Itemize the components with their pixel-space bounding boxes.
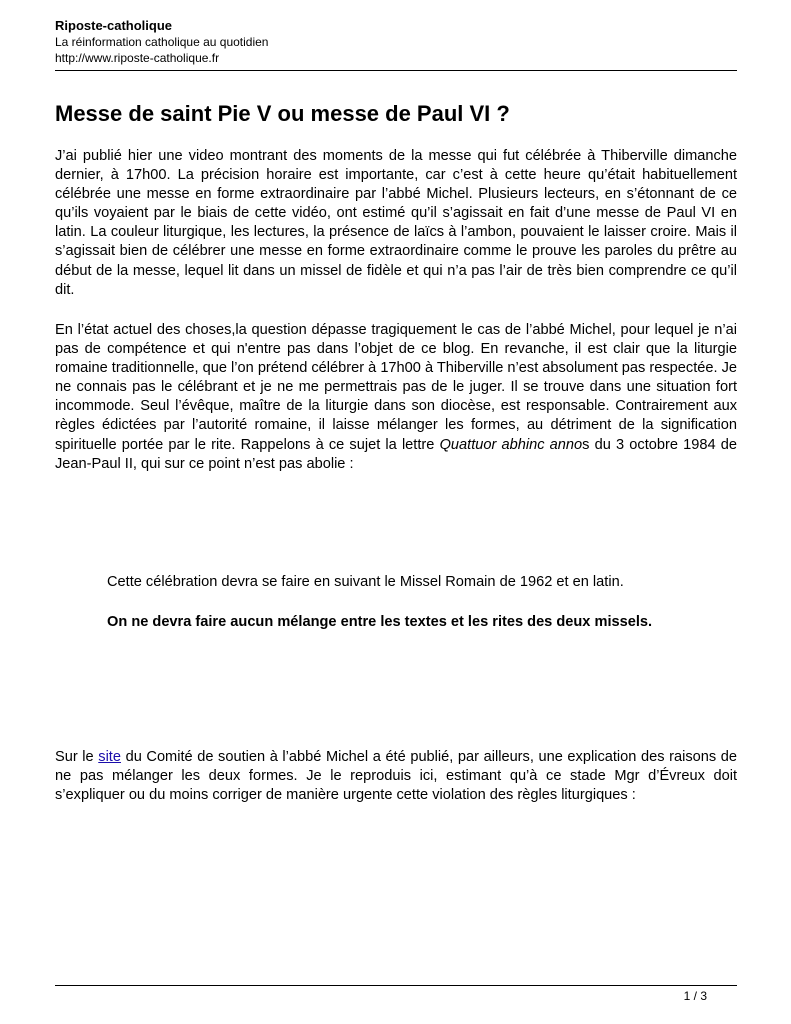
article-paragraph-2	[55, 321, 737, 474]
paragraph-2-text: En l’état actuel des choses,la question dépasse tragiquement le cas de l’abbé Michel, pour lequel je n’ai pas de compétence et qui n'entre pas dans l’objet de ce blog. En revanche, il est clair que la liturgie romaine traditionnelle, que l’on prétend célébrer à 17h00 à Thiberville n’est absolument pas respectée. Je ne connais pas le célébrant et je ne me permettrais pas de le juger. Il se trouve dans une situation fort incommode. Seul l’évêque, maître de la liturgie dans son diocèse, est responsable. Contrairement aux règles édictées par l’autorité romaine, il laisse mélanger les formes, au détriment de la signification spirituelle portée par le rite. Rappelons à ce sujet la lettre	[55, 322, 738, 453]
page-number: 1 / 3	[683, 989, 707, 1003]
site-link[interactable]: site	[98, 749, 121, 765]
page-header	[55, 17, 737, 66]
paragraph-3-end: du Comité de soutien à l’abbé Michel a été publié, par ailleurs, une explication des raisons de ne pas mélanger les deux formes. Je le reproduis ici, estimant qu’à ce stade Mgr d’Évreux doit s’expliquer ou du moins corriger de manière urgente cette violation des règles liturgiques :	[55, 749, 737, 804]
site-name: Riposte-catholique	[55, 18, 173, 33]
paragraph-2-end: s du 3 octobre 1984 de Jean-Paul II, qui sur ce point n’est pas abolie :	[55, 436, 738, 472]
footer-divider	[55, 985, 737, 986]
article-paragraph-1: J’ai publié hier une video montrant des moments de la messe qui fut célébrée à Thiberville dimanche dernier, à 17h00. La précision horaire est importante, car c’est à cette heure qu’était habituellement célébrée une messe en forme extraordinaire par l’abbé Michel. Plusieurs lecteurs, en s’étonnant de ce qu’ils voyaient par le biais de cette vidéo, ont estimé qu’il s’agissait en fait d’une messe de Paul VI en latin. La couleur liturgique, les lectures, la présence de laïcs à l’ambon, pouvaient le laisser croire. Mais il s’agissait bien de célébrer une messe en forme extraordinaire comme le prouve les paroles du prêtre au début de la messe, lequel lit dans un missel de fidèle et qui n’a pas l’air de très bien comprendre ce qu’il dit.	[55, 148, 737, 298]
blockquote-line-2-bold: On ne devra faire aucun mélange entre les textes et les rites des deux missels.	[107, 614, 653, 630]
letter-title-italic: Quattuor abhinc anno	[439, 436, 583, 453]
article-title: Messe de saint Pie V ou messe de Paul VI ?	[55, 101, 510, 126]
paragraph-3-start: Sur le	[55, 749, 99, 765]
article-paragraph-3	[55, 748, 737, 805]
blockquote-line-1: Cette célébration devra se faire en suivant le Missel Romain de 1962 et en latin.	[107, 574, 624, 590]
header-divider	[55, 70, 737, 71]
site-url: http://www.riposte-catholique.fr	[55, 51, 220, 65]
site-tagline: La réinformation catholique au quotidien	[55, 35, 269, 49]
